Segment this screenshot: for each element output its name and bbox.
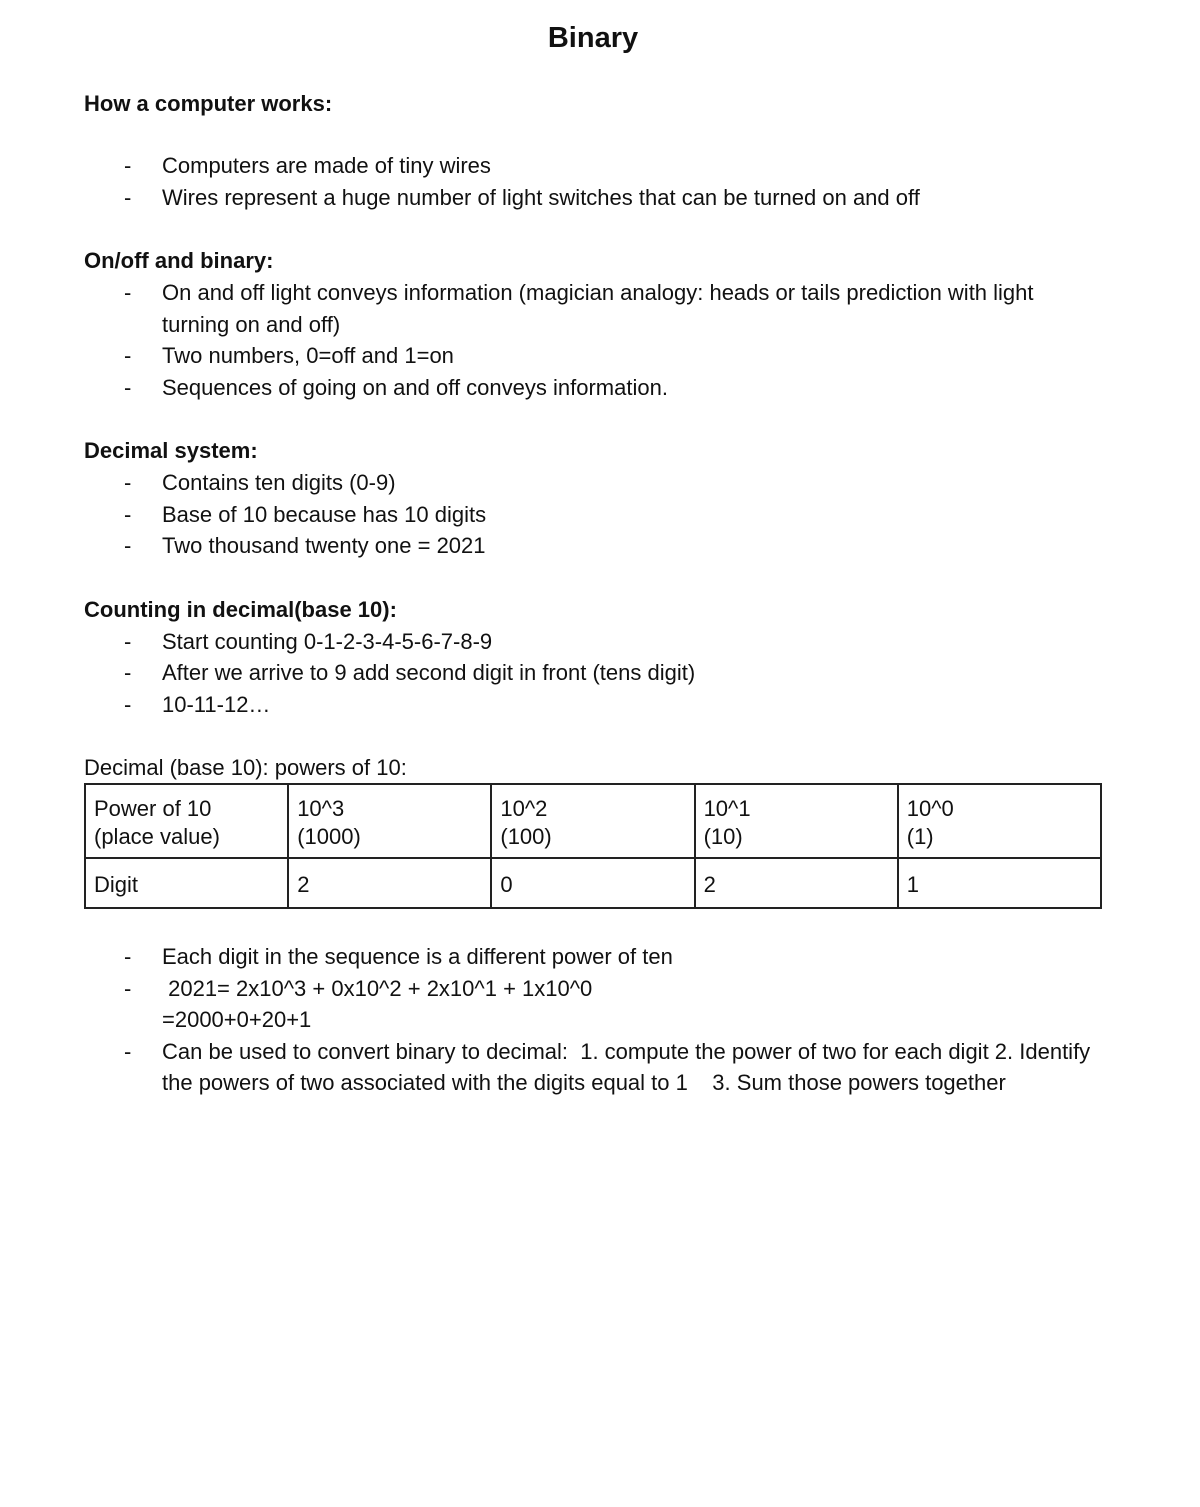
list-item-text: On and off light conveys information (magician analogy: heads or tails prediction with light turning on and off) (162, 280, 1034, 337)
list-item (84, 277, 1102, 340)
table-cell: 1 (898, 858, 1101, 908)
cell-line: (1) (906, 824, 934, 849)
list-item-text: Base of 10 because has 10 digits (162, 501, 487, 527)
list-item (84, 182, 1102, 214)
cell-line: 10^0 (906, 796, 954, 821)
table-cell (85, 784, 288, 858)
section-heading: How a computer works: (84, 91, 333, 116)
table-cell (695, 784, 898, 858)
cell-line: (1000) (297, 824, 361, 849)
section-heading: Counting in decimal(base 10): (84, 596, 397, 622)
bullet-dash: - (124, 1038, 132, 1064)
cell-line: Power of 10 (94, 796, 212, 821)
cell-line: (100) (500, 824, 552, 849)
bullet-dash: - (124, 533, 132, 558)
section-on-off-binary (84, 245, 1102, 403)
cell-line: 10^3 (297, 796, 345, 821)
spacer (84, 909, 1102, 941)
bullet-dash: - (124, 343, 132, 368)
list-item-text: Contains ten digits (0-9) (162, 470, 396, 495)
table-cell (288, 784, 491, 858)
powers-of-ten-table (84, 783, 1102, 909)
section-heading: Decimal system: (84, 438, 258, 463)
document-title: Binary (547, 22, 639, 54)
list-item-text: Wires represent a huge number of light switches that can be turned on and off (162, 184, 920, 210)
bullet-dash: - (124, 470, 132, 495)
list-item (84, 499, 1102, 531)
list-item (84, 1036, 1102, 1099)
section-heading: On/off and binary: (84, 248, 274, 273)
list-item-text: Two thousand twenty one = 2021 (162, 533, 486, 558)
list-item (84, 372, 1102, 404)
bullet-dash: - (124, 628, 132, 654)
section-counting-decimal (84, 594, 1102, 721)
spacer (84, 720, 1102, 752)
table-cell: Digit (85, 858, 288, 908)
list-item (84, 626, 1102, 658)
bullet-list (84, 277, 1102, 403)
spacer (84, 58, 1102, 88)
bullet-list (84, 467, 1102, 562)
spacer (84, 403, 1102, 435)
table-row (85, 784, 1101, 858)
table-cell (491, 784, 694, 858)
bullet-list (84, 626, 1102, 721)
cell-line: 10^1 (703, 796, 751, 821)
bullet-dash: - (124, 691, 132, 717)
section-how-computer-works (84, 88, 1102, 213)
cell-line: (10) (703, 824, 743, 849)
table-cell: 2 (288, 858, 491, 908)
list-item (84, 689, 1102, 721)
table-cell (898, 784, 1101, 858)
bullet-dash: - (124, 501, 132, 527)
list-item (84, 657, 1102, 689)
cell-line: 10^2 (500, 796, 548, 821)
bullet-dash: - (124, 184, 132, 210)
document-page (84, 18, 1102, 1099)
list-item (84, 467, 1102, 499)
bullet-dash: - (124, 374, 132, 400)
list-item (84, 973, 1102, 1036)
list-item-text: 10-11-12… (162, 691, 271, 717)
table-cell: 2 (695, 858, 898, 908)
bullet-dash: - (124, 660, 132, 685)
spacer (84, 562, 1102, 594)
list-item-text: Sequences of going on and off conveys information. (162, 374, 668, 400)
bullet-dash: - (124, 944, 132, 969)
list-item-text: 2021= 2x10^3 + 0x10^2 + 2x10^1 + 1x10^0 (162, 975, 593, 1001)
list-item (84, 530, 1102, 562)
list-item-text: After we arrive to 9 add second digit in front (tens digit) (162, 660, 696, 685)
section-decimal-system (84, 435, 1102, 562)
cell-line: (place value) (94, 824, 220, 849)
spacer (84, 120, 1102, 150)
bullet-dash: - (124, 975, 132, 1001)
list-item (84, 340, 1102, 372)
list-item (84, 150, 1102, 182)
bullet-dash: - (124, 153, 132, 178)
bullet-list (84, 150, 1102, 213)
list-item-text: =2000+0+20+1 (162, 1007, 312, 1032)
list-item-text: Two numbers, 0=off and 1=on (162, 343, 454, 368)
bullet-dash: - (124, 280, 132, 305)
spacer (84, 213, 1102, 245)
list-item (84, 941, 1102, 973)
table-row (85, 858, 1101, 908)
list-item-text: Computers are made of tiny wires (162, 153, 491, 178)
table-caption: Decimal (base 10): powers of 10: (84, 755, 407, 780)
list-item-text: Can be used to convert binary to decimal: 1. compute the power of two for each digit 2. Identify the powers of two associated with the digits equal to 1 3. Sum those powers together (162, 1038, 1097, 1095)
list-item-text: Each digit in the sequence is a different power of ten (162, 944, 673, 969)
list-item-text: Start counting 0-1-2-3-4-5-6-7-8-9 (162, 628, 493, 654)
table-cell: 0 (491, 858, 694, 908)
bullet-list-after-table (84, 941, 1102, 1099)
